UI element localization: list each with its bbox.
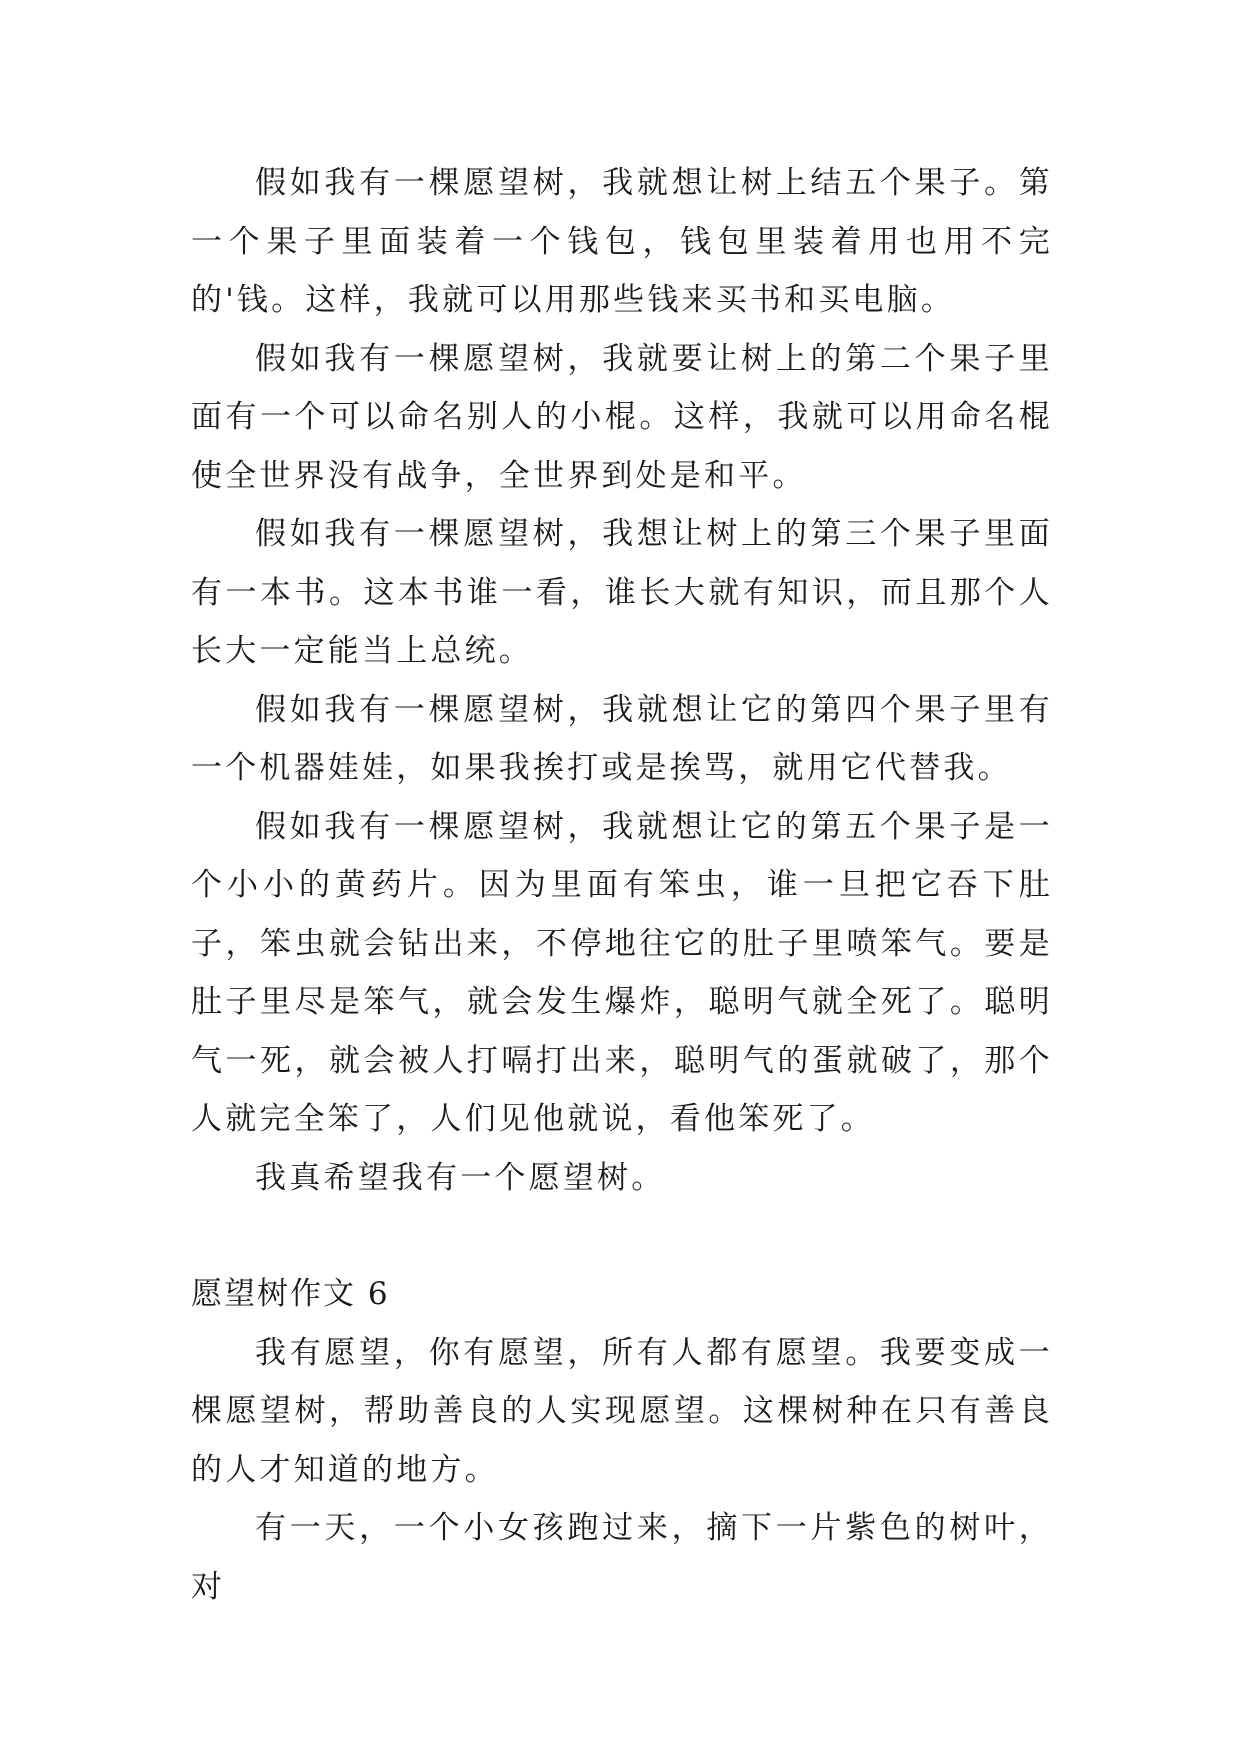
section-heading: 愿望树作文 6	[191, 1276, 390, 1312]
paragraph-closing-wish: 我真希望我有一个愿望树。	[255, 1159, 666, 1196]
paragraph-become-tree: 我有愿望，你有愿望，所有人都有愿望。我要变成一棵愿望树，帮助善良的人实现愿望。这棵树种在只有善良的人才知道的地方。	[191, 1334, 1053, 1488]
document-body	[191, 154, 1053, 1616]
paragraph-little-girl: 有一天，一个小女孩跑过来，摘下一片紫色的树叶，对	[191, 1510, 1053, 1605]
paragraph-wish-fruit-3: 假如我有一棵愿望树，我想让树上的第三个果子里面有一本书。这本书谁一看，谁长大就有知识，而且那个人长大一定能当上总统。	[191, 516, 1053, 669]
paragraph-wish-fruit-1: 假如我有一棵愿望树，我就想让树上结五个果子。第一个果子里面装着一个钱包，钱包里装着用也用不完的'钱。这样，我就可以用那些钱来买书和买电脑。	[191, 165, 1053, 318]
paragraph-wish-fruit-2: 假如我有一棵愿望树，我就要让树上的第二个果子里面有一个可以命名别人的小棍。这样，我就可以用命名棍使全世界没有战争，全世界到处是和平。	[191, 340, 1053, 494]
paragraph-wish-fruit-4: 假如我有一棵愿望树，我就想让它的第四个果子里有一个机器娃娃，如果我挨打或是挨骂，就用它代替我。	[191, 691, 1053, 786]
paragraph-wish-fruit-5: 假如我有一棵愿望树，我就想让它的第五个果子是一个小小的黄药片。因为里面有笨虫，谁一旦把它吞下肚子，笨虫就会钻出来，不停地往它的肚子里喷笨气。要是肚子里尽是笨气，就会发生爆炸，聪明气就全死了。聪明气一死，就会被人打嗝打出来，聪明气的蛋就破了，那个人就完全笨了，人们见他就说，看他笨死了。	[191, 808, 1053, 1137]
